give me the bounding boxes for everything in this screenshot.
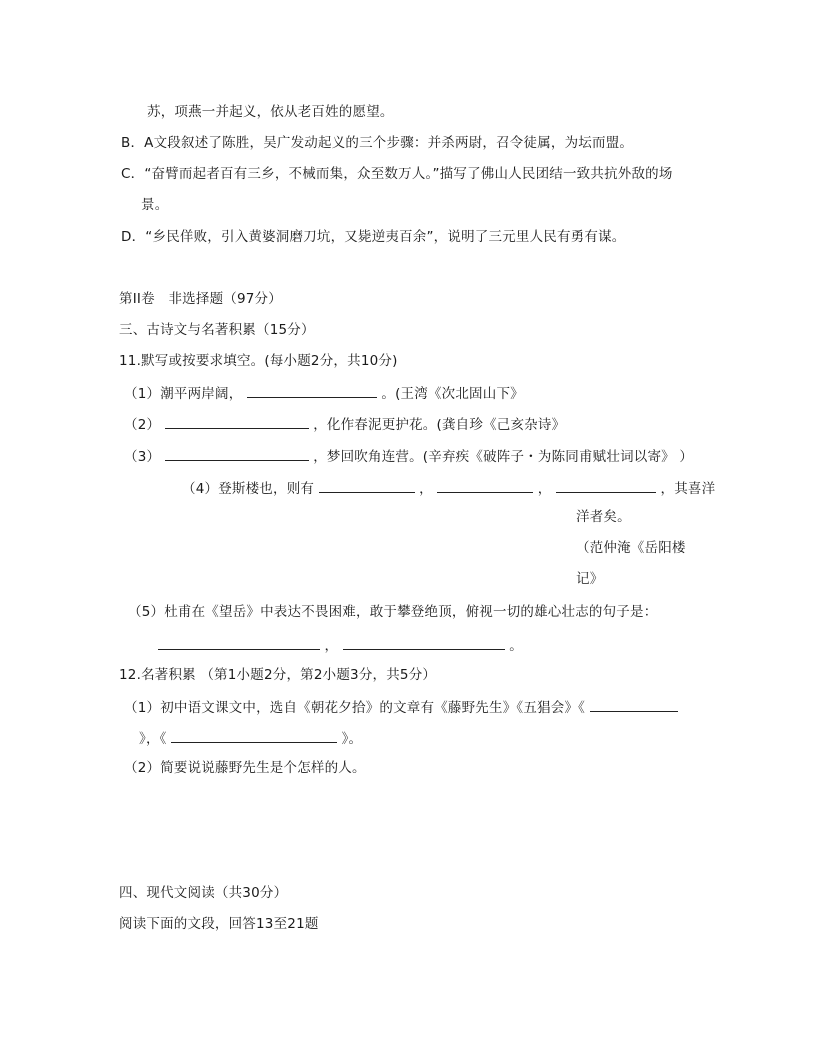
section4-title: 四、现代文阅读（共30分） bbox=[119, 885, 288, 901]
q11-item-5-comma: ， bbox=[324, 638, 339, 654]
q10-option-d: D．“乡民佯败，引入黄婆洞磨刀坑，又毙逆夷百余”，说明了三元里人民有勇有谋。 bbox=[121, 229, 626, 245]
answer-blank[interactable] bbox=[343, 635, 505, 650]
q11-item-4 bbox=[182, 478, 715, 498]
q11-item-5-stem: （5）杜甫在《望岳》中表达不畏困难，敢于攀登绝顶，俯视一切的雄心壮志的句子是： bbox=[128, 604, 658, 620]
q11-item-3-prefix: （3） bbox=[124, 449, 161, 465]
q12-item-1-line1 bbox=[124, 697, 678, 717]
q11-item-4-source-line1: （范仲淹《岳阳楼 bbox=[576, 540, 686, 556]
q11-item-5-blanks bbox=[158, 635, 523, 655]
q11-item-4-comma: ， bbox=[419, 481, 433, 497]
q11-item-2-suffix: ，化作春泥更护花。(龚自珍《己亥杂诗》 bbox=[313, 417, 566, 433]
q10-option-c-line2: 景。 bbox=[141, 197, 169, 213]
answer-blank[interactable] bbox=[437, 478, 533, 493]
q11-item-1-prefix: （1）潮平两岸阔， bbox=[124, 386, 243, 402]
q11-item-2-prefix: （2） bbox=[124, 417, 161, 433]
q10-option-b: B．A文段叙述了陈胜，吴广发动起义的三个步骤：并杀两尉，召令徒属，为坛而盟。 bbox=[121, 135, 634, 151]
q11-item-3 bbox=[124, 446, 693, 466]
q11-stem: 11.默写或按要求填空。(每小题2分，共10分) bbox=[119, 353, 398, 369]
answer-blank[interactable] bbox=[158, 635, 320, 650]
q11-item-1-suffix: 。(王湾《次北固山下》 bbox=[381, 386, 524, 402]
answer-blank[interactable] bbox=[165, 414, 309, 429]
q10-option-a-continuation: 苏，项燕一并起义，依从老百姓的愿望。 bbox=[147, 104, 394, 120]
q12-item-1-line2 bbox=[139, 728, 362, 748]
answer-blank[interactable] bbox=[165, 446, 309, 461]
q11-item-4-continuation: 洋者矣。 bbox=[576, 509, 631, 525]
q12-item-1-middle: 》，《 bbox=[139, 731, 167, 747]
q12-item-1-prefix: （1）初中语文课文中，选自《朝花夕拾》的文章有《藤野先生》《五猖会》《 bbox=[124, 700, 586, 716]
answer-blank[interactable] bbox=[171, 728, 337, 743]
q11-item-3-suffix: ，梦回吹角连营。(辛弃疾《破阵子・为陈同甫赋壮词以寄》 ） bbox=[313, 449, 694, 465]
answer-blank[interactable] bbox=[590, 697, 678, 712]
answer-blank[interactable] bbox=[319, 478, 415, 493]
q11-item-4-source-line2: 记》 bbox=[576, 571, 604, 587]
section4-instruction: 阅读下面的文段，回答13至21题 bbox=[119, 916, 319, 932]
q12-stem: 12.名著积累 （第1小题2分，第2小题3分，共5分） bbox=[119, 667, 437, 683]
section3-title: 三、古诗文与名著积累（15分） bbox=[119, 322, 315, 338]
part2-title: 第II卷 非选择题（97分） bbox=[119, 291, 282, 307]
q11-item-4-suffix: ，其喜洋 bbox=[660, 481, 716, 497]
q10-option-c-line1: C．“奋臂而起者百有三乡，不械而集，众至数万人。”描写了佛山人民团结一致共抗外敌的场 bbox=[121, 166, 673, 182]
q12-item-2: （2）简要说说藤野先生是个怎样的人。 bbox=[124, 760, 366, 776]
q11-item-2 bbox=[124, 414, 565, 434]
answer-blank[interactable] bbox=[247, 383, 377, 398]
q11-item-4-comma: ， bbox=[537, 481, 552, 497]
q11-item-1 bbox=[124, 383, 524, 403]
answer-blank[interactable] bbox=[556, 478, 656, 493]
q11-item-5-period: 。 bbox=[509, 638, 523, 654]
q12-item-1-end: 》。 bbox=[341, 731, 363, 747]
q11-item-4-prefix: （4）登斯楼也，则有 bbox=[182, 481, 315, 497]
